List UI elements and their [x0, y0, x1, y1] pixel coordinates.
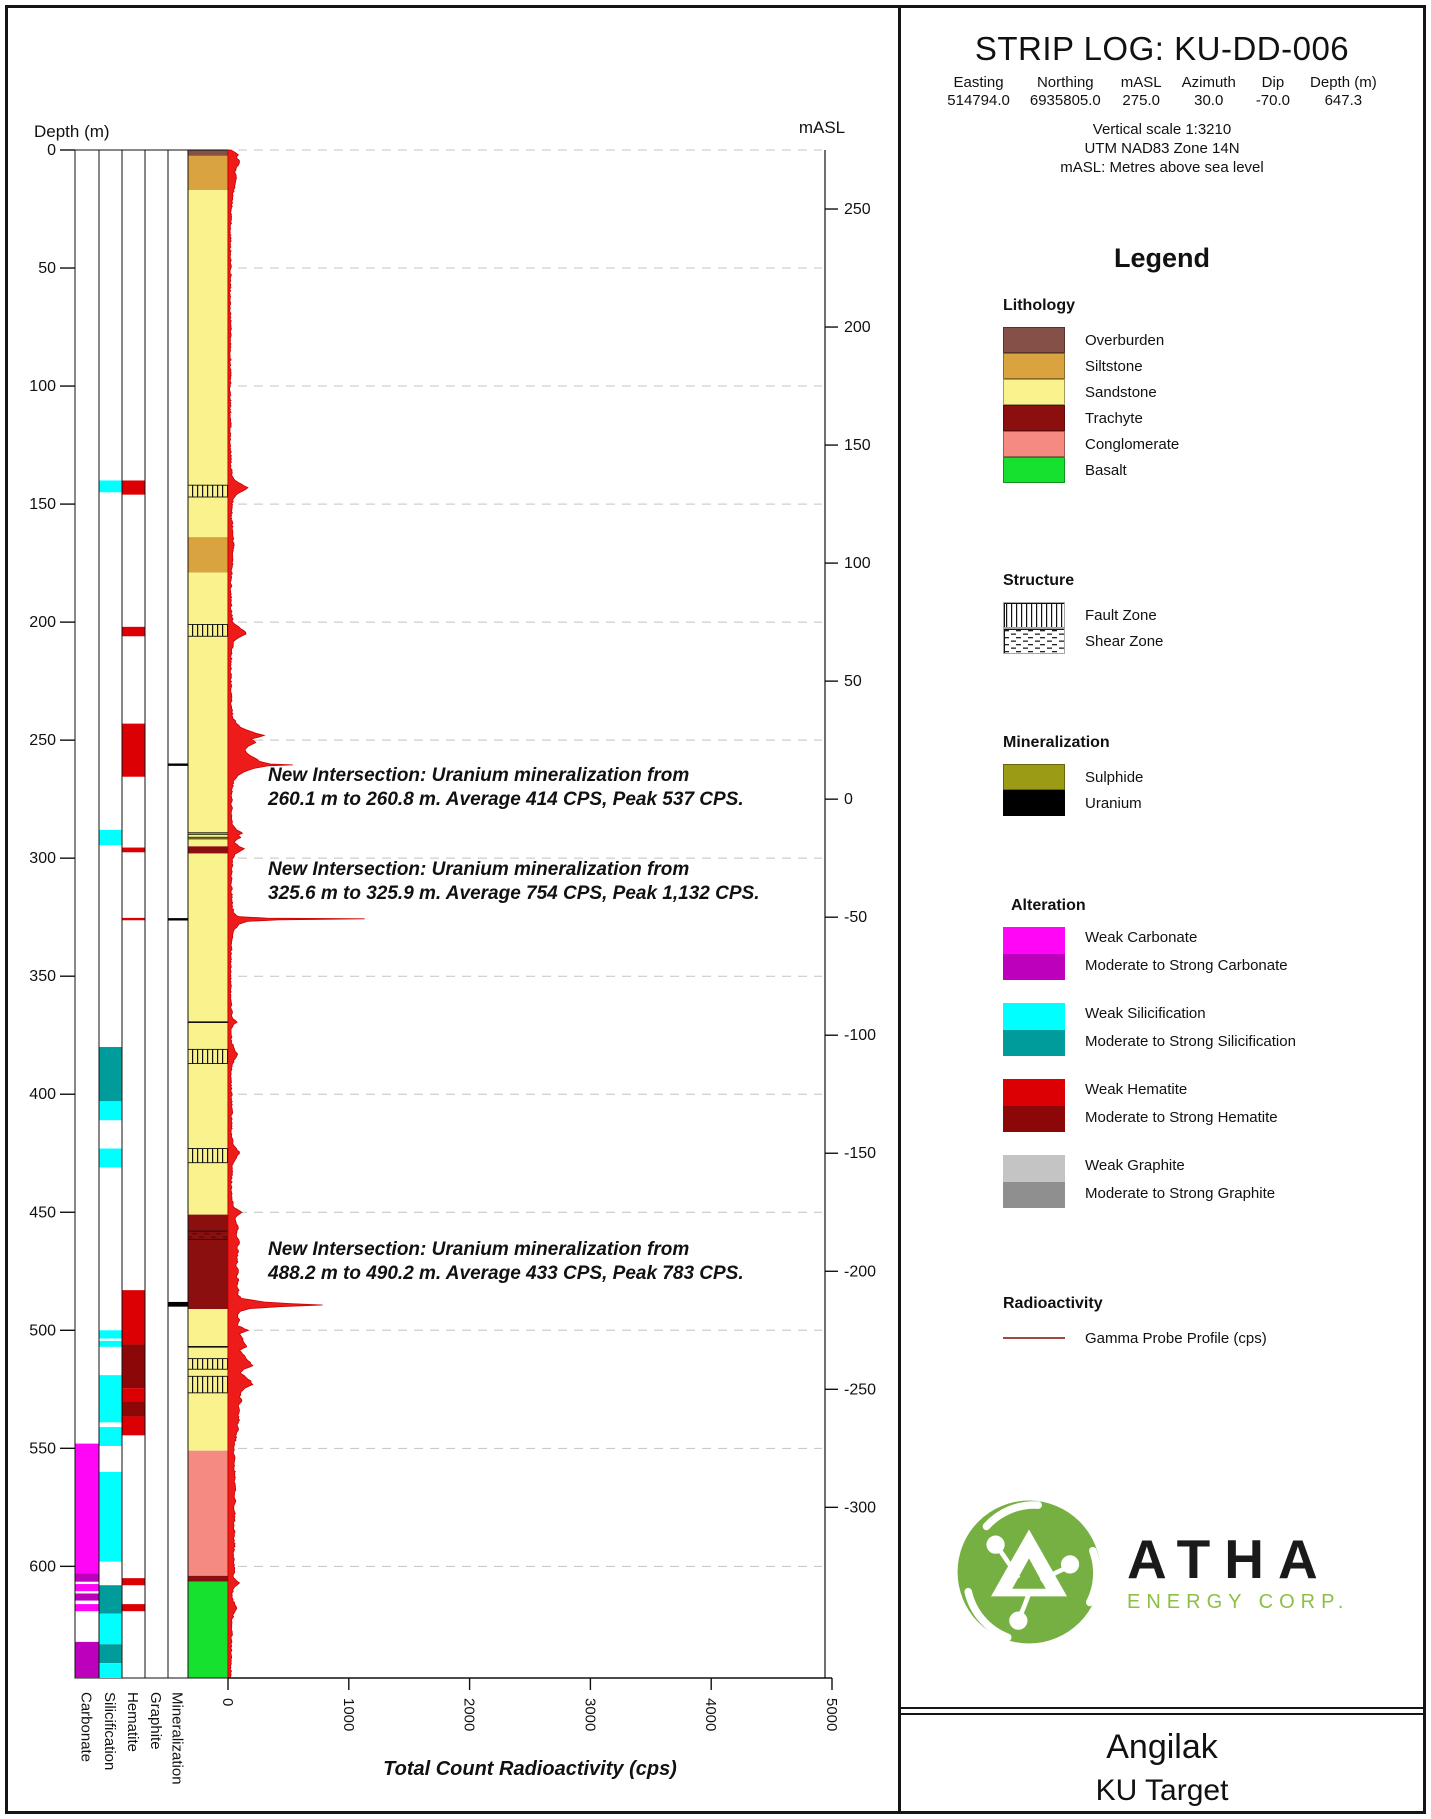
svg-text:-100: -100	[844, 1027, 877, 1045]
legend-item-label: Sandstone	[1085, 383, 1157, 401]
legend-structure-section	[1003, 572, 1413, 654]
collar-field-value: 275.0	[1122, 92, 1160, 109]
strong-label: Moderate to Strong Silicification	[1085, 1033, 1296, 1050]
svg-text:Depth (m): Depth (m)	[34, 122, 110, 141]
legend-mineralization-item	[1003, 764, 1413, 790]
alteration-labels	[1085, 1152, 1275, 1208]
legend-lithology-item	[1003, 405, 1413, 431]
strip-log-title: STRIP LOG: KU-DD-006	[974, 30, 1350, 67]
svg-text:-150: -150	[844, 1145, 877, 1163]
svg-text:250: 250	[844, 201, 871, 219]
legend-item-gamma	[1003, 1325, 1413, 1351]
svg-text:150: 150	[29, 496, 56, 514]
legend-alteration-section	[1003, 897, 1413, 1231]
annotation-line1: New Intersection: Uranium mineralization from	[268, 858, 690, 880]
weak-label: Weak Graphite	[1085, 1157, 1185, 1174]
strong-swatch-half	[1003, 1106, 1065, 1133]
masl-axis	[799, 118, 876, 1678]
legend-item-label: Sulphide	[1085, 768, 1144, 786]
collar-field	[1182, 74, 1236, 110]
svg-text:500: 500	[29, 1322, 56, 1340]
lithology-column	[188, 150, 228, 1678]
collar-field-value: 647.3	[1324, 92, 1363, 109]
shear-pattern-swatch	[1003, 628, 1065, 654]
logo-wordmark: ATHA	[1127, 1527, 1332, 1590]
legend-lithology-swatch	[1003, 379, 1065, 405]
collar-field-value: 30.0	[1194, 92, 1224, 109]
legend-title: Legend	[1113, 243, 1210, 273]
legend-item-label: Gamma Probe Profile (cps)	[1085, 1329, 1267, 1347]
legend-item-label: Conglomerate	[1085, 435, 1180, 453]
legend-alteration-group-graphite	[1003, 1155, 1413, 1208]
strong-label: Moderate to Strong Carbonate	[1085, 957, 1288, 974]
legend-lithology-item	[1003, 353, 1413, 379]
collar-field-label: Easting	[953, 74, 1004, 91]
svg-text:mASL: mASL	[798, 118, 846, 137]
legend-lithology-swatch	[1003, 353, 1065, 379]
svg-text:2000: 2000	[460, 1698, 478, 1732]
svg-text:100: 100	[29, 378, 56, 396]
project-name: Angilak	[1106, 1728, 1218, 1766]
legend-lithology-item	[1003, 457, 1413, 483]
legend-structure-item	[1003, 602, 1413, 628]
legend-item-label: Shear Zone	[1085, 632, 1164, 650]
svg-text:200: 200	[29, 614, 56, 632]
svg-text:0: 0	[844, 791, 853, 809]
legend-mineralization-section	[1003, 734, 1413, 816]
legend-lithology-swatch	[1003, 405, 1065, 431]
legend-structure-item	[1003, 628, 1413, 654]
annotation-line2: 488.2 m to 490.2 m. Average 433 CPS, Peak 783 CPS.	[268, 1263, 744, 1285]
alteration-swatch	[1003, 1003, 1065, 1056]
legend-mineralization-swatch	[1003, 790, 1065, 816]
collar-fields	[901, 74, 1423, 110]
note-masl-def: mASL: Metres above sea level	[1060, 159, 1264, 176]
atha-logo-emblem	[953, 1496, 1105, 1648]
alteration-swatch	[1003, 1155, 1065, 1208]
legend-mineralization-swatch	[1003, 764, 1065, 790]
title-block-panel	[901, 8, 1423, 1814]
strong-swatch-half	[1003, 954, 1065, 981]
legend-structure-header: Structure	[1003, 572, 1075, 589]
svg-text:Carbonate: Carbonate	[77, 1692, 95, 1763]
target-name: KU Target	[1095, 1774, 1229, 1807]
track-labels	[78, 1692, 186, 1785]
alteration-swatch	[1003, 927, 1065, 980]
legend-item-label: Basalt	[1085, 461, 1127, 479]
svg-text:Mineralization: Mineralization	[168, 1692, 186, 1785]
legend-item-label: Overburden	[1085, 331, 1165, 349]
strong-label: Moderate to Strong Graphite	[1085, 1185, 1276, 1202]
svg-text:300: 300	[29, 850, 56, 868]
svg-text:-300: -300	[844, 1499, 877, 1517]
legend-mineralization-item	[1003, 790, 1413, 816]
legend-lithology-section	[1003, 297, 1413, 483]
collar-field	[947, 74, 1010, 110]
legend-lithology-swatch	[1003, 431, 1065, 457]
legend-lithology-item	[1003, 379, 1413, 405]
alteration-swatch	[1003, 1079, 1065, 1132]
collar-field-label: mASL	[1120, 74, 1162, 91]
collar-field-label: Northing	[1036, 74, 1094, 91]
legend-alteration-group-carbonate	[1003, 927, 1413, 980]
alteration-labels	[1085, 1076, 1278, 1132]
legend-item-label: Trachyte	[1085, 409, 1143, 427]
svg-text:250: 250	[29, 732, 56, 750]
annotation-line2: 260.1 m to 260.8 m. Average 414 CPS, Peak 537 CPS.	[268, 788, 744, 810]
map-notes	[901, 120, 1423, 177]
collar-field-value: 514794.0	[947, 92, 1010, 109]
svg-text:100: 100	[844, 555, 871, 573]
legend-mineralization-header: Mineralization	[1003, 734, 1110, 751]
collar-field-label: Depth (m)	[1310, 74, 1377, 91]
collar-field-value: 6935805.0	[1029, 92, 1101, 109]
annotation-line1: New Intersection: Uranium mineralization from	[268, 1239, 690, 1261]
svg-text:Hematite: Hematite	[124, 1692, 141, 1753]
annotation-line2: 325.6 m to 325.9 m. Average 754 CPS, Peak 1,132 CPS.	[268, 882, 760, 904]
weak-label: Weak Hematite	[1085, 1081, 1188, 1098]
weak-swatch-half	[1003, 927, 1065, 954]
svg-text:Silicification: Silicification	[101, 1692, 118, 1771]
svg-text:200: 200	[844, 319, 871, 337]
legend-lithology-swatch	[1003, 327, 1065, 353]
svg-text:450: 450	[29, 1204, 56, 1222]
svg-text:150: 150	[844, 437, 871, 455]
note-vertical-scale: Vertical scale 1:3210	[1092, 121, 1232, 138]
alteration-labels	[1085, 924, 1288, 980]
legend-alteration-header: Alteration	[1011, 897, 1086, 914]
weak-swatch-half	[1003, 1155, 1065, 1182]
fault-pattern-swatch	[1003, 602, 1065, 628]
svg-text:-50: -50	[844, 909, 868, 927]
gamma-line-swatch	[1003, 1337, 1065, 1339]
collar-field-label: Azimuth	[1181, 74, 1236, 91]
weak-swatch-half	[1003, 1003, 1065, 1030]
strong-label: Moderate to Strong Hematite	[1085, 1109, 1278, 1126]
svg-text:5000: 5000	[823, 1698, 840, 1732]
svg-text:-200: -200	[844, 1263, 877, 1281]
weak-label: Weak Silicification	[1085, 1005, 1206, 1022]
svg-text:1000: 1000	[339, 1698, 357, 1732]
legend-lithology-header: Lithology	[1003, 297, 1075, 314]
strong-swatch-half	[1003, 1030, 1065, 1057]
legend-alteration-group-silicification	[1003, 1003, 1413, 1056]
svg-text:4000: 4000	[702, 1698, 720, 1732]
svg-text:0: 0	[47, 142, 56, 159]
strong-swatch-half	[1003, 1182, 1065, 1209]
note-utm-zone: UTM NAD83 Zone 14N	[1084, 140, 1240, 157]
svg-text:350: 350	[29, 968, 56, 986]
annotation-line1: New Intersection: Uranium mineralization from	[268, 764, 690, 786]
svg-text:550: 550	[29, 1440, 56, 1458]
collar-field	[1030, 74, 1101, 110]
svg-text:-250: -250	[844, 1381, 877, 1399]
legend-lithology-item	[1003, 431, 1413, 457]
collar-field	[1256, 74, 1290, 110]
collar-field-value: -70.0	[1255, 92, 1291, 109]
gamma-curve	[228, 150, 365, 1678]
legend-lithology-item	[1003, 327, 1413, 353]
legend-lithology-swatch	[1003, 457, 1065, 483]
svg-text:50: 50	[844, 673, 862, 691]
weak-swatch-half	[1003, 1079, 1065, 1106]
alteration-tracks	[75, 150, 188, 1678]
legend-radioactivity-header: Radioactivity	[1003, 1295, 1103, 1312]
collar-field	[1310, 74, 1377, 110]
svg-text:Total Count Radioactivity (cps: Total Count Radioactivity (cps)	[383, 1758, 677, 1780]
svg-text:3000: 3000	[581, 1698, 599, 1732]
legend-alteration-group-hematite	[1003, 1079, 1413, 1132]
company-logo	[953, 1496, 1349, 1648]
legend-item-label: Siltstone	[1085, 357, 1143, 375]
weak-label: Weak Carbonate	[1085, 929, 1198, 946]
svg-text:50: 50	[38, 260, 56, 278]
radioactivity-axis	[219, 1678, 840, 1780]
svg-text:0: 0	[219, 1698, 236, 1707]
logo-subtext: ENERGY CORP.	[1127, 1590, 1350, 1613]
legend-item-label: Uranium	[1085, 794, 1142, 812]
svg-text:Graphite: Graphite	[147, 1692, 164, 1750]
collar-field-label: Dip	[1261, 74, 1285, 91]
footer-divider	[901, 1707, 1423, 1715]
svg-text:400: 400	[29, 1086, 56, 1104]
svg-text:600: 600	[29, 1558, 56, 1576]
alteration-labels	[1085, 1000, 1296, 1056]
legend-radioactivity-section	[1003, 1295, 1413, 1351]
legend-item-label: Fault Zone	[1085, 606, 1157, 624]
collar-field	[1121, 74, 1162, 110]
